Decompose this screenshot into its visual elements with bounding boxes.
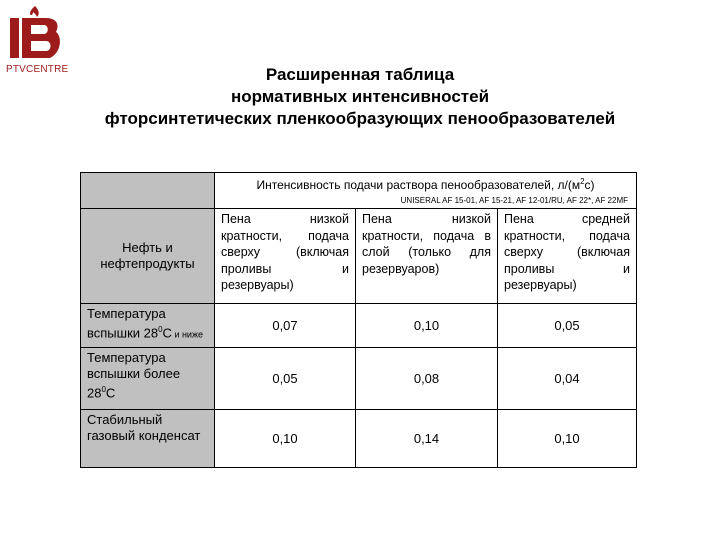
table-row xyxy=(81,209,637,304)
table-row xyxy=(81,348,637,410)
table-row xyxy=(81,304,637,348)
row-header-cell: Нефть и нефтепродукты xyxy=(81,209,215,304)
corner-cell xyxy=(81,173,215,209)
table-header-row xyxy=(81,173,637,209)
value-cell: 0,10 xyxy=(215,410,356,468)
intensity-table xyxy=(80,172,637,468)
title-line-3: фторсинтетических пленкообразующих пенообразователей xyxy=(104,109,616,128)
title-line-1: Расширенная таблица xyxy=(265,65,455,84)
column-desc-2: Пена низкой кратности, подача в слой (только для резервуаров) xyxy=(356,209,498,304)
page-title xyxy=(0,64,720,130)
header-tail: с) xyxy=(584,178,595,192)
header-text: Интенсивность подачи раствора пенообразователей, л/(м xyxy=(256,178,581,192)
header-cell xyxy=(215,173,637,209)
value-cell: 0,08 xyxy=(356,348,498,410)
value-cell: 0,14 xyxy=(356,410,498,468)
row-label xyxy=(81,410,215,468)
row-label-small: и ниже xyxy=(171,329,203,340)
row-label xyxy=(81,348,215,410)
value-cell: 0,10 xyxy=(356,304,498,348)
row-label-sup: 0 xyxy=(158,325,163,334)
table-row xyxy=(81,410,637,468)
row-label-text: Стабильный газовый конденсат xyxy=(87,412,201,443)
column-desc-1: Пена низкой кратности, подача сверху (включая проливы и резервуары) xyxy=(215,209,356,304)
value-cell: 0,10 xyxy=(498,410,637,468)
value-cell: 0,07 xyxy=(215,304,356,348)
row-label-sup: 0 xyxy=(101,385,106,394)
column-desc-3: Пена средней кратности, подача сверху (включая проливы и резервуары) xyxy=(498,209,637,304)
title-line-2: нормативных интенсивностей xyxy=(230,87,490,106)
row-label-unit: С xyxy=(105,385,116,401)
row-label-unit: С xyxy=(162,325,172,341)
row-label-text: Температура вспышки более 28 xyxy=(87,350,181,401)
value-cell: 0,04 xyxy=(498,348,637,410)
row-label xyxy=(81,304,215,348)
value-cell: 0,05 xyxy=(498,304,637,348)
header-subtitle: UNISERAL AF 15-01, AF 15-21, AF 12-01/RU, AF 22*, AF 22MF xyxy=(400,196,628,205)
value-cell: 0,05 xyxy=(215,348,356,410)
logo-text: PTVCENTRE xyxy=(6,64,69,75)
row-label-text: Температура вспышки 28 xyxy=(87,306,166,341)
brand-logo-icon xyxy=(6,4,64,62)
header-sup: 2 xyxy=(580,177,585,186)
